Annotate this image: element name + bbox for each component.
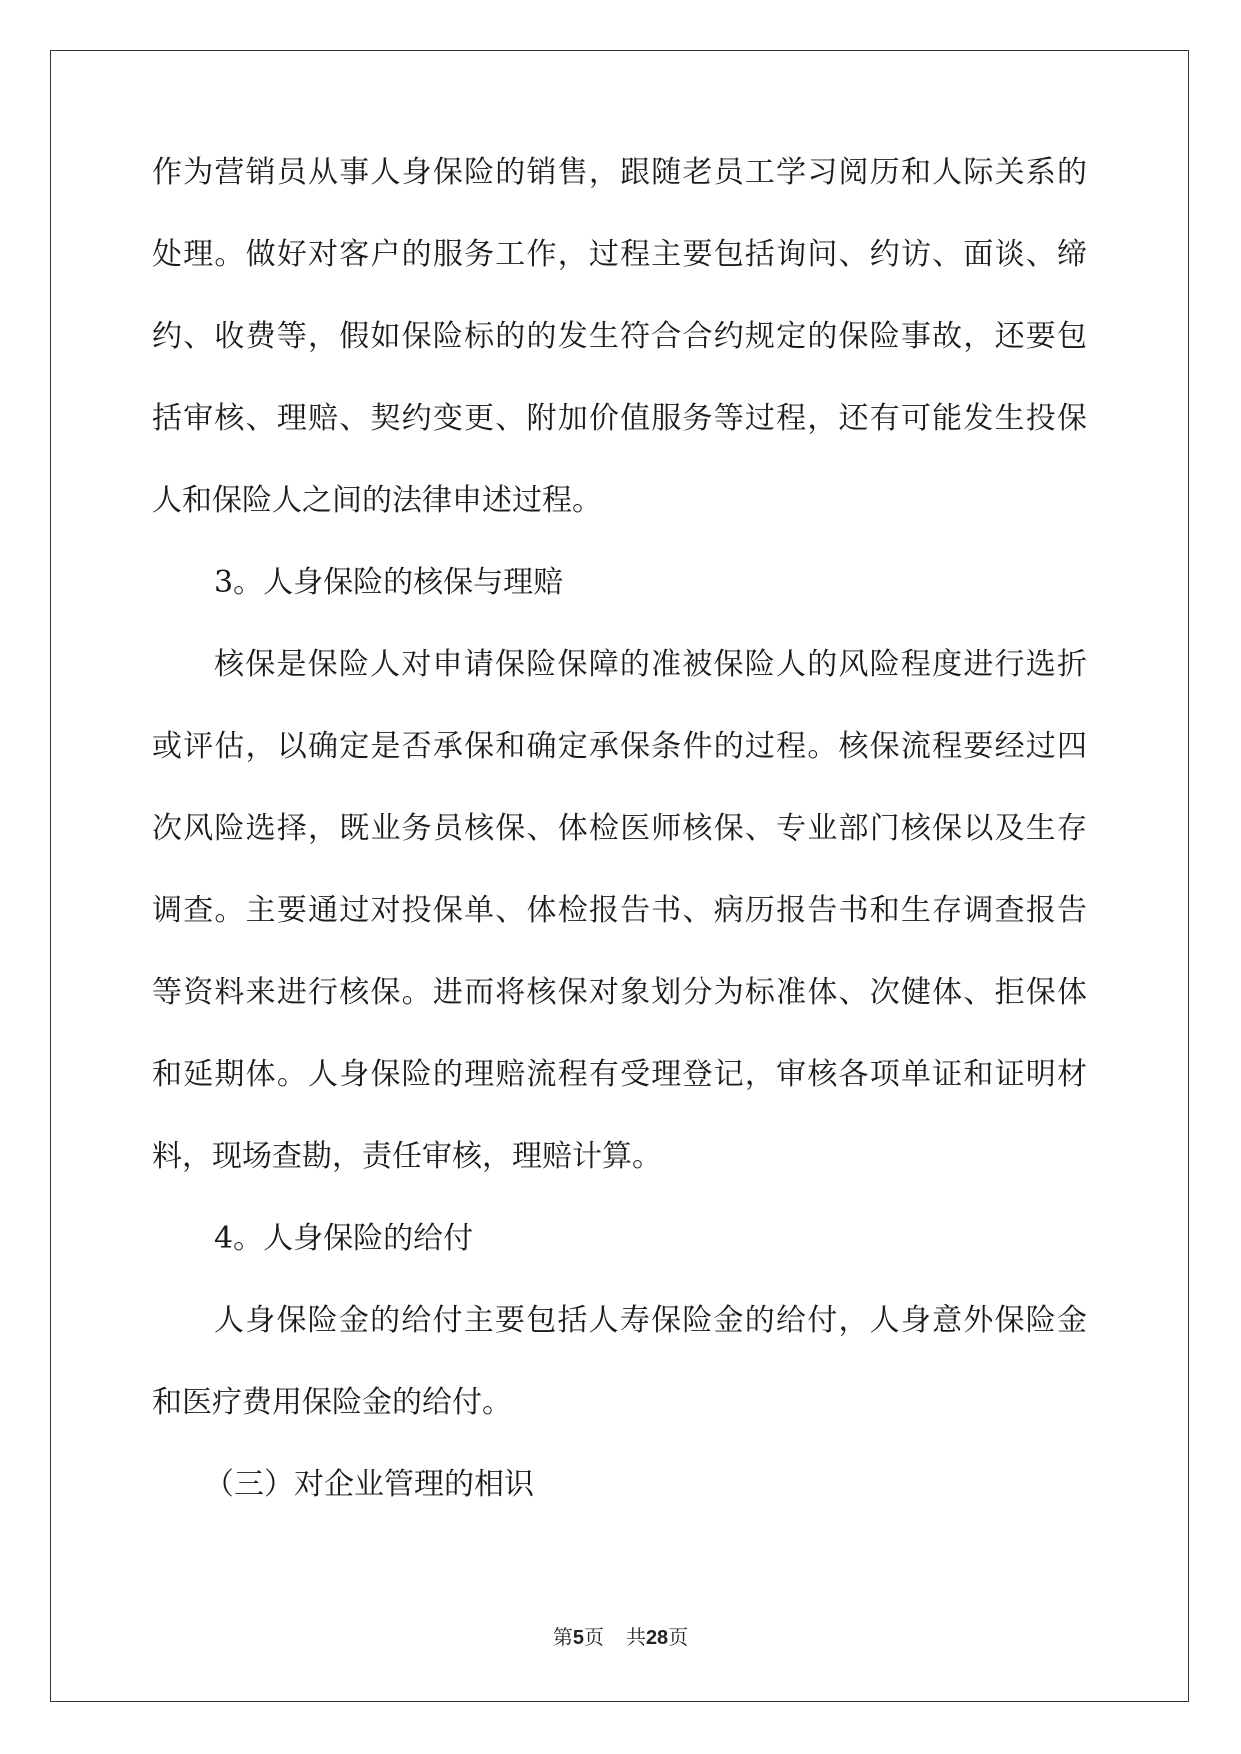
paragraph-line: 人和保险人之间的法律申述过程。 [152,483,602,518]
paragraph-line: 调查。主要通过对投保单、体检报告书、病历报告书和生存调查报告 [152,893,1087,928]
current-page-number: 5 [572,1627,584,1649]
footer-total-prefix: 共 [625,1625,646,1649]
paragraph-line: 等资料来进行核保。进而将核保对象划分为标准体、次健体、拒保体 [152,975,1087,1010]
paragraph-line: 核保是保险人对申请保险保障的准被保险人的风险程度进行选折 [214,647,1087,682]
footer-total-suffix: 页 [668,1625,689,1649]
page-footer [0,1625,1241,1650]
section-heading: （三）对企业管理的相识 [204,1467,534,1502]
paragraph-line: 料，现场查勘，责任审核，理赔计算。 [152,1139,662,1174]
total-page-count: 28 [645,1627,669,1649]
document-body [152,155,1087,1552]
paragraph-line: 约、收费等，假如保险标的的发生符合合约规定的保险事故，还要包 [152,319,1087,354]
footer-prefix: 第 [552,1625,573,1649]
paragraph-line: 和延期体。人身保险的理赔流程有受理登记，审核各项单证和证明材 [152,1057,1087,1092]
paragraph-line: 处理。做好对客户的服务工作，过程主要包括询问、约访、面谈、缔 [152,237,1087,272]
footer-page-suffix: 页 [583,1625,604,1649]
paragraph-line: 次风险选择，既业务员核保、体检医师核保、专业部门核保以及生存 [152,811,1087,846]
paragraph-line: 作为营销员从事人身保险的销售，跟随老员工学习阅历和人际关系的 [152,155,1087,190]
section-heading: 4。人身保险的给付 [214,1221,474,1256]
paragraph-line: 和医疗费用保险金的给付。 [152,1385,512,1420]
paragraph-line: 括审核、理赔、契约变更、附加价值服务等过程，还有可能发生投保 [152,401,1087,436]
section-heading: 3。人身保险的核保与理赔 [214,565,564,600]
paragraph-line: 或评估，以确定是否承保和确定承保条件的过程。核保流程要经过四 [152,729,1087,764]
paragraph-line: 人身保险金的给付主要包括人寿保险金的给付，人身意外保险金 [214,1303,1087,1338]
